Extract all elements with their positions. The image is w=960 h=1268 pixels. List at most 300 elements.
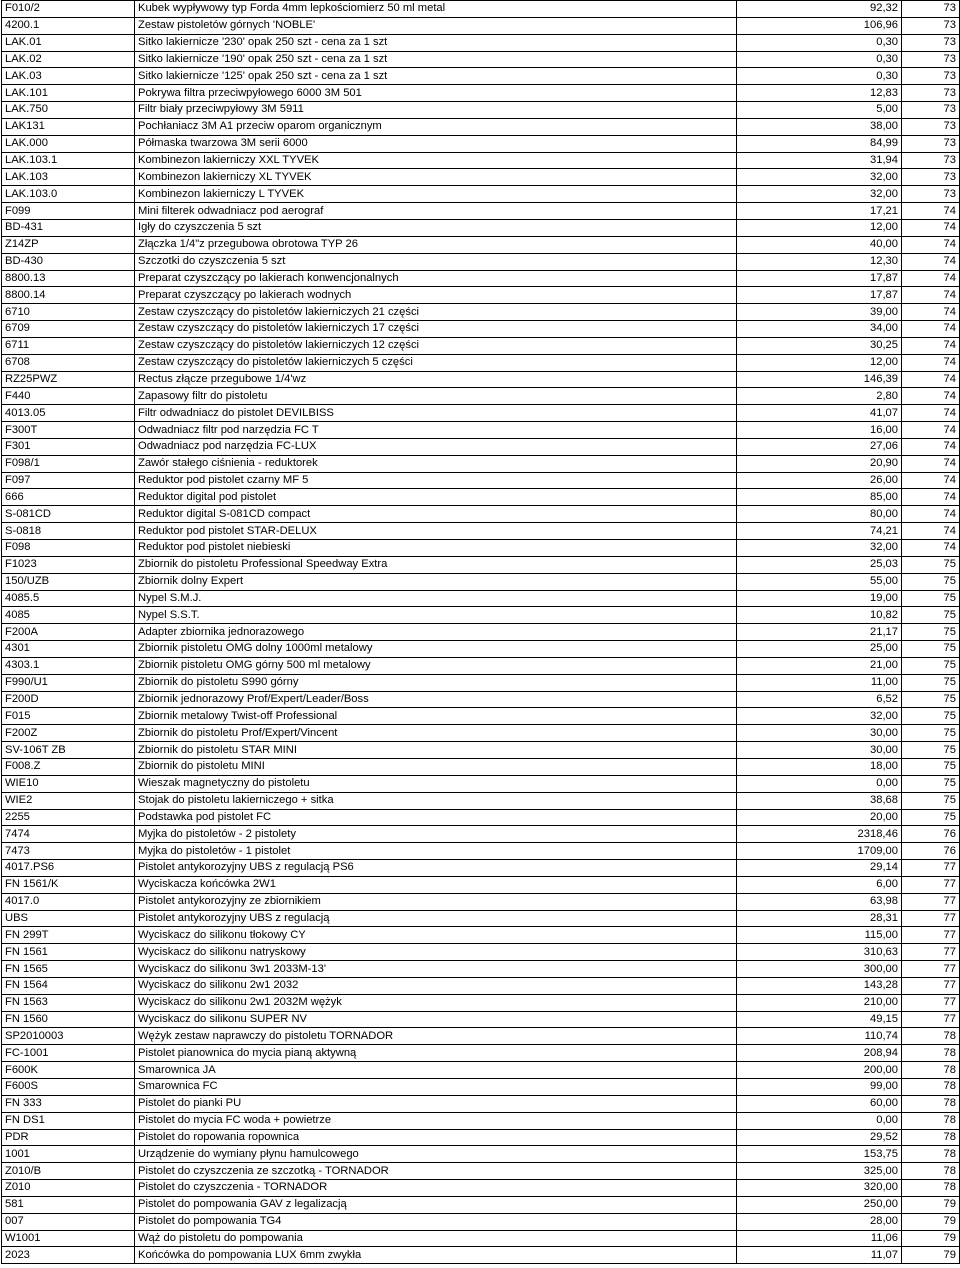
product-description-cell: Pistolet do pianki PU — [135, 1095, 737, 1112]
product-code-cell: 7474 — [2, 826, 135, 843]
price-cell: 18,00 — [737, 758, 902, 775]
product-description-cell: Pistolet antykorozyjny UBS z regulacją — [135, 910, 737, 927]
catalog-page-cell: 73 — [902, 68, 960, 85]
product-code-cell: F200Z — [2, 725, 135, 742]
table-row — [2, 68, 960, 85]
product-code-cell: LAK.01 — [2, 34, 135, 51]
product-code-cell: FN 1565 — [2, 961, 135, 978]
price-cell: 30,25 — [737, 337, 902, 354]
product-description-cell: Zestaw pistoletów górnych 'NOBLE' — [135, 17, 737, 34]
price-cell: 99,00 — [737, 1079, 902, 1096]
catalog-page-cell: 74 — [902, 371, 960, 388]
table-row — [2, 1163, 960, 1180]
product-description-cell: Pistolet do pompowania GAV z legalizacją — [135, 1196, 737, 1213]
catalog-page-cell: 75 — [902, 691, 960, 708]
table-row — [2, 1196, 960, 1213]
product-code-cell: F099 — [2, 203, 135, 220]
table-row — [2, 1129, 960, 1146]
price-cell: 29,52 — [737, 1129, 902, 1146]
table-row — [2, 1213, 960, 1230]
catalog-page-cell: 77 — [902, 977, 960, 994]
product-code-cell: UBS — [2, 910, 135, 927]
table-row — [2, 1180, 960, 1197]
product-code-cell: S-0818 — [2, 523, 135, 540]
price-cell: 153,75 — [737, 1146, 902, 1163]
product-description-cell: Reduktor pod pistolet czarny MF 5 — [135, 472, 737, 489]
product-code-cell: LAK.103.1 — [2, 152, 135, 169]
price-cell: 19,00 — [737, 590, 902, 607]
table-row — [2, 34, 960, 51]
price-cell: 27,06 — [737, 438, 902, 455]
product-description-cell: Pistolet do mycia FC woda + powietrze — [135, 1112, 737, 1129]
product-code-cell: 4017.PS6 — [2, 860, 135, 877]
catalog-page-cell: 78 — [902, 1095, 960, 1112]
table-row — [2, 1230, 960, 1247]
product-description-cell: Urządzenie do wymiany płynu hamulcowego — [135, 1146, 737, 1163]
catalog-page-cell: 76 — [902, 843, 960, 860]
product-code-cell: F008.Z — [2, 758, 135, 775]
price-cell: 21,17 — [737, 624, 902, 641]
product-code-cell: 2023 — [2, 1247, 135, 1264]
product-description-cell: Pistolet do pompowania TG4 — [135, 1213, 737, 1230]
table-row — [2, 354, 960, 371]
table-row — [2, 135, 960, 152]
catalog-page-cell: 75 — [902, 641, 960, 658]
product-description-cell: Złączka 1/4"z przegubowa obrotowa TYP 26 — [135, 236, 737, 253]
catalog-page-cell: 78 — [902, 1163, 960, 1180]
catalog-page-cell: 74 — [902, 540, 960, 557]
product-description-cell: Zestaw czyszczący do pistoletów lakierniczych 12 części — [135, 337, 737, 354]
table-row — [2, 371, 960, 388]
price-cell: 16,00 — [737, 422, 902, 439]
table-row — [2, 708, 960, 725]
catalog-page-cell: 75 — [902, 758, 960, 775]
price-cell: 11,07 — [737, 1247, 902, 1264]
price-cell: 49,15 — [737, 1011, 902, 1028]
catalog-page-cell: 78 — [902, 1079, 960, 1096]
table-row — [2, 977, 960, 994]
price-cell: 0,30 — [737, 68, 902, 85]
catalog-page-cell: 77 — [902, 876, 960, 893]
product-description-cell: Sitko lakiernicze '125' opak 250 szt - cena za 1 szt — [135, 68, 737, 85]
table-row — [2, 17, 960, 34]
product-code-cell: FN 1560 — [2, 1011, 135, 1028]
price-cell: 41,07 — [737, 405, 902, 422]
product-description-cell: Zapasowy filtr do pistoletu — [135, 388, 737, 405]
product-code-cell: FN 299T — [2, 927, 135, 944]
catalog-page-cell: 73 — [902, 169, 960, 186]
catalog-page-cell: 75 — [902, 809, 960, 826]
product-description-cell: Zbiornik do pistoletu S990 górny — [135, 674, 737, 691]
product-code-cell: F098/1 — [2, 455, 135, 472]
product-code-cell: 1001 — [2, 1146, 135, 1163]
catalog-page-cell: 73 — [902, 34, 960, 51]
product-description-cell: Kubek wypływowy typ Forda 4mm lepkościomierz 50 ml metal — [135, 1, 737, 18]
catalog-page-cell: 77 — [902, 910, 960, 927]
product-code-cell: F440 — [2, 388, 135, 405]
table-row — [2, 270, 960, 287]
price-cell: 0,30 — [737, 51, 902, 68]
catalog-page-cell: 74 — [902, 236, 960, 253]
table-row — [2, 152, 960, 169]
catalog-page-cell: 75 — [902, 607, 960, 624]
table-row — [2, 321, 960, 338]
product-description-cell: Filtr biały przeciwpyłowy 3M 5911 — [135, 102, 737, 119]
table-row — [2, 405, 960, 422]
product-description-cell: Mini filterek odwadniacz pod aerograf — [135, 203, 737, 220]
table-row — [2, 523, 960, 540]
product-code-cell: WIE2 — [2, 792, 135, 809]
price-cell: 146,39 — [737, 371, 902, 388]
product-description-cell: Smarownica JA — [135, 1062, 737, 1079]
price-cell: 28,00 — [737, 1213, 902, 1230]
product-description-cell: Zawór stałego ciśnienia - reduktorek — [135, 455, 737, 472]
price-cell: 34,00 — [737, 321, 902, 338]
price-cell: 29,14 — [737, 860, 902, 877]
table-row — [2, 422, 960, 439]
price-cell: 0,00 — [737, 1112, 902, 1129]
product-code-cell: 6710 — [2, 304, 135, 321]
product-description-cell: Pistolet do czyszczenia ze szczotką - TORNADOR — [135, 1163, 737, 1180]
table-row — [2, 573, 960, 590]
table-row — [2, 792, 960, 809]
catalog-page-cell: 77 — [902, 944, 960, 961]
catalog-page-cell: 78 — [902, 1129, 960, 1146]
product-code-cell: F200D — [2, 691, 135, 708]
table-row — [2, 691, 960, 708]
product-code-cell: PDR — [2, 1129, 135, 1146]
price-cell: 310,63 — [737, 944, 902, 961]
product-description-cell: Preparat czyszczący po lakierach wodnych — [135, 287, 737, 304]
product-description-cell: Pistolet do ropowania ropownica — [135, 1129, 737, 1146]
price-cell: 39,00 — [737, 304, 902, 321]
price-cell: 21,00 — [737, 657, 902, 674]
table-row — [2, 607, 960, 624]
product-code-cell: LAK.03 — [2, 68, 135, 85]
product-description-cell: Zbiornik jednorazowy Prof/Expert/Leader/Boss — [135, 691, 737, 708]
product-code-cell: F1023 — [2, 556, 135, 573]
product-code-cell: FN 1561 — [2, 944, 135, 961]
price-cell: 17,87 — [737, 270, 902, 287]
table-row — [2, 809, 960, 826]
product-description-cell: Końcówka do pompowania LUX 6mm zwykła — [135, 1247, 737, 1264]
table-row — [2, 1045, 960, 1062]
product-code-cell: 4017.0 — [2, 893, 135, 910]
table-row — [2, 590, 960, 607]
price-cell: 250,00 — [737, 1196, 902, 1213]
catalog-page-cell: 73 — [902, 102, 960, 119]
product-code-cell: F301 — [2, 438, 135, 455]
product-description-cell: Podstawka pod pistolet FC — [135, 809, 737, 826]
catalog-page-cell: 78 — [902, 1028, 960, 1045]
product-code-cell: 4301 — [2, 641, 135, 658]
price-cell: 60,00 — [737, 1095, 902, 1112]
catalog-page-cell: 74 — [902, 455, 960, 472]
product-code-cell: Z010 — [2, 1180, 135, 1197]
product-description-cell: Wyciskacz do silikonu 2w1 2032 — [135, 977, 737, 994]
catalog-page-cell: 74 — [902, 506, 960, 523]
product-description-cell: Myjka do pistoletów - 1 pistolet — [135, 843, 737, 860]
price-cell: 85,00 — [737, 489, 902, 506]
price-cell: 32,00 — [737, 708, 902, 725]
price-cell: 143,28 — [737, 977, 902, 994]
product-code-cell: 4303.1 — [2, 657, 135, 674]
product-description-cell: Igły do czyszczenia 5 szt — [135, 219, 737, 236]
product-description-cell: Preparat czyszczący po lakierach konwencjonalnych — [135, 270, 737, 287]
product-code-cell: FN 1564 — [2, 977, 135, 994]
product-description-cell: Zestaw czyszczący do pistoletów lakierniczych 5 części — [135, 354, 737, 371]
price-cell: 200,00 — [737, 1062, 902, 1079]
price-cell: 12,30 — [737, 253, 902, 270]
catalog-page-cell: 74 — [902, 203, 960, 220]
product-code-cell: F010/2 — [2, 1, 135, 18]
product-code-cell: F200A — [2, 624, 135, 641]
price-cell: 74,21 — [737, 523, 902, 540]
product-description-cell: Zbiornik do pistoletu Prof/Expert/Vincent — [135, 725, 737, 742]
catalog-page-cell: 75 — [902, 590, 960, 607]
product-description-cell: Zestaw czyszczący do pistoletów lakierniczych 17 części — [135, 321, 737, 338]
price-cell: 25,03 — [737, 556, 902, 573]
product-code-cell: LAK.000 — [2, 135, 135, 152]
table-row — [2, 775, 960, 792]
table-row — [2, 236, 960, 253]
catalog-page-cell: 78 — [902, 1112, 960, 1129]
catalog-page-cell: 76 — [902, 826, 960, 843]
product-description-cell: Adapter zbiornika jednorazowego — [135, 624, 737, 641]
product-code-cell: 6709 — [2, 321, 135, 338]
product-description-cell: Zbiornik do pistoletu Professional Speedway Extra — [135, 556, 737, 573]
product-description-cell: Zbiornik pistoletu OMG górny 500 ml metalowy — [135, 657, 737, 674]
product-description-cell: Wyciskacz do silikonu SUPER NV — [135, 1011, 737, 1028]
catalog-page-cell: 74 — [902, 321, 960, 338]
price-cell: 106,96 — [737, 17, 902, 34]
catalog-page-cell: 74 — [902, 523, 960, 540]
price-cell: 84,99 — [737, 135, 902, 152]
table-row — [2, 438, 960, 455]
price-cell: 6,00 — [737, 876, 902, 893]
price-cell: 11,00 — [737, 674, 902, 691]
product-description-cell: Wieszak magnetyczny do pistoletu — [135, 775, 737, 792]
product-description-cell: Pistolet antykorozyjny UBS z regulacją PS6 — [135, 860, 737, 877]
product-code-cell: F098 — [2, 540, 135, 557]
price-cell: 2,80 — [737, 388, 902, 405]
product-description-cell: Smarownica FC — [135, 1079, 737, 1096]
product-code-cell: 8800.13 — [2, 270, 135, 287]
table-row — [2, 1095, 960, 1112]
product-code-cell: 666 — [2, 489, 135, 506]
product-code-cell: LAK131 — [2, 118, 135, 135]
product-description-cell: Zestaw czyszczący do pistoletów lakierniczych 21 części — [135, 304, 737, 321]
table-row — [2, 876, 960, 893]
price-cell: 12,83 — [737, 85, 902, 102]
table-row — [2, 472, 960, 489]
catalog-page-cell: 73 — [902, 186, 960, 203]
table-row — [2, 944, 960, 961]
product-description-cell: Reduktor pod pistolet niebieski — [135, 540, 737, 557]
table-row — [2, 253, 960, 270]
product-code-cell: FC-1001 — [2, 1045, 135, 1062]
product-description-cell: Zbiornik do pistoletu STAR MINI — [135, 742, 737, 759]
catalog-page-cell: 78 — [902, 1045, 960, 1062]
price-cell: 2318,46 — [737, 826, 902, 843]
price-cell: 1709,00 — [737, 843, 902, 860]
catalog-page-cell: 75 — [902, 657, 960, 674]
catalog-page-cell: 74 — [902, 422, 960, 439]
product-code-cell: 8800.14 — [2, 287, 135, 304]
table-row — [2, 927, 960, 944]
catalog-page-cell: 73 — [902, 118, 960, 135]
product-code-cell: F600S — [2, 1079, 135, 1096]
product-code-cell: 7473 — [2, 843, 135, 860]
catalog-page-cell: 77 — [902, 994, 960, 1011]
catalog-page-cell: 74 — [902, 489, 960, 506]
catalog-page-cell: 77 — [902, 860, 960, 877]
product-description-cell: Wyciskacza końcówka 2W1 — [135, 876, 737, 893]
catalog-page-cell: 75 — [902, 792, 960, 809]
price-cell: 12,00 — [737, 219, 902, 236]
product-code-cell: 581 — [2, 1196, 135, 1213]
product-code-cell: LAK.02 — [2, 51, 135, 68]
catalog-page-cell: 75 — [902, 624, 960, 641]
table-row — [2, 657, 960, 674]
catalog-page-cell: 73 — [902, 51, 960, 68]
table-row — [2, 843, 960, 860]
price-cell: 208,94 — [737, 1045, 902, 1062]
table-row — [2, 725, 960, 742]
price-cell: 17,21 — [737, 203, 902, 220]
price-cell: 320,00 — [737, 1180, 902, 1197]
price-cell: 110,74 — [737, 1028, 902, 1045]
catalog-page-cell: 74 — [902, 388, 960, 405]
table-row — [2, 1062, 960, 1079]
price-cell: 5,00 — [737, 102, 902, 119]
price-cell: 32,00 — [737, 169, 902, 186]
table-row — [2, 860, 960, 877]
price-cell: 12,00 — [737, 354, 902, 371]
product-description-cell: Odwadniacz pod narzędzia FC-LUX — [135, 438, 737, 455]
price-cell: 6,52 — [737, 691, 902, 708]
catalog-page-cell: 73 — [902, 17, 960, 34]
catalog-page-cell: 79 — [902, 1213, 960, 1230]
product-description-cell: Filtr odwadniacz do pistolet DEVILBISS — [135, 405, 737, 422]
product-code-cell: 4085 — [2, 607, 135, 624]
price-table — [1, 0, 960, 1264]
catalog-page-cell: 74 — [902, 219, 960, 236]
table-row — [2, 102, 960, 119]
price-cell: 300,00 — [737, 961, 902, 978]
price-cell: 32,00 — [737, 540, 902, 557]
catalog-page-cell: 74 — [902, 354, 960, 371]
price-cell: 26,00 — [737, 472, 902, 489]
table-row — [2, 1, 960, 18]
table-row — [2, 624, 960, 641]
catalog-page-cell: 75 — [902, 708, 960, 725]
product-description-cell: Reduktor digital pod pistolet — [135, 489, 737, 506]
catalog-page-cell: 77 — [902, 961, 960, 978]
table-row — [2, 203, 960, 220]
price-cell: 210,00 — [737, 994, 902, 1011]
product-code-cell: Z14ZP — [2, 236, 135, 253]
price-cell: 30,00 — [737, 742, 902, 759]
table-row — [2, 540, 960, 557]
product-code-cell: F600K — [2, 1062, 135, 1079]
product-description-cell: Reduktor digital S-081CD compact — [135, 506, 737, 523]
catalog-page-cell: 79 — [902, 1230, 960, 1247]
table-row — [2, 337, 960, 354]
product-code-cell: 2255 — [2, 809, 135, 826]
table-row — [2, 169, 960, 186]
table-row — [2, 85, 960, 102]
catalog-page-cell: 75 — [902, 674, 960, 691]
price-cell: 80,00 — [737, 506, 902, 523]
product-code-cell: WIE10 — [2, 775, 135, 792]
catalog-page-cell: 75 — [902, 775, 960, 792]
product-description-cell: Pochłaniacz 3M A1 przeciw oparom organicznym — [135, 118, 737, 135]
product-code-cell: FN DS1 — [2, 1112, 135, 1129]
catalog-page-cell: 74 — [902, 405, 960, 422]
catalog-page-cell: 74 — [902, 270, 960, 287]
product-description-cell: Myjka do pistoletów - 2 pistolety — [135, 826, 737, 843]
price-cell: 55,00 — [737, 573, 902, 590]
price-cell: 38,68 — [737, 792, 902, 809]
table-row — [2, 1112, 960, 1129]
price-cell: 32,00 — [737, 186, 902, 203]
price-cell: 40,00 — [737, 236, 902, 253]
price-cell: 20,90 — [737, 455, 902, 472]
product-code-cell: F015 — [2, 708, 135, 725]
product-code-cell: F097 — [2, 472, 135, 489]
product-description-cell: Zbiornik metalowy Twist-off Professional — [135, 708, 737, 725]
product-description-cell: Zbiornik pistoletu OMG dolny 1000ml metalowy — [135, 641, 737, 658]
product-description-cell: Odwadniacz filtr pod narzędzia FC T — [135, 422, 737, 439]
product-code-cell: Z010/B — [2, 1163, 135, 1180]
catalog-page-cell: 79 — [902, 1247, 960, 1264]
catalog-page-cell: 73 — [902, 135, 960, 152]
product-code-cell: W1001 — [2, 1230, 135, 1247]
price-cell: 10,82 — [737, 607, 902, 624]
catalog-page-cell: 73 — [902, 1, 960, 18]
product-code-cell: F300T — [2, 422, 135, 439]
price-cell: 20,00 — [737, 809, 902, 826]
catalog-page-cell: 74 — [902, 472, 960, 489]
product-code-cell: BD-431 — [2, 219, 135, 236]
product-description-cell: Półmaska twarzowa 3M serii 6000 — [135, 135, 737, 152]
product-code-cell: BD-430 — [2, 253, 135, 270]
table-row — [2, 893, 960, 910]
product-description-cell: Pistolet do czyszczenia - TORNADOR — [135, 1180, 737, 1197]
product-description-cell: Kombinezon lakierniczy XXL TYVEK — [135, 152, 737, 169]
product-code-cell: FN 1563 — [2, 994, 135, 1011]
table-row — [2, 742, 960, 759]
catalog-page-cell: 77 — [902, 927, 960, 944]
product-code-cell: S-081CD — [2, 506, 135, 523]
price-cell: 92,32 — [737, 1, 902, 18]
product-code-cell: LAK.101 — [2, 85, 135, 102]
catalog-page-cell: 78 — [902, 1062, 960, 1079]
catalog-page-cell: 74 — [902, 253, 960, 270]
table-row — [2, 641, 960, 658]
table-row — [2, 910, 960, 927]
product-code-cell: F990/U1 — [2, 674, 135, 691]
table-row — [2, 51, 960, 68]
table-row — [2, 219, 960, 236]
table-row — [2, 758, 960, 775]
product-code-cell: 6711 — [2, 337, 135, 354]
price-cell: 0,00 — [737, 775, 902, 792]
product-description-cell: Sitko lakiernicze '230' opak 250 szt - cena za 1 szt — [135, 34, 737, 51]
table-row — [2, 388, 960, 405]
product-description-cell: Rectus złącze przegubowe 1/4'wz — [135, 371, 737, 388]
